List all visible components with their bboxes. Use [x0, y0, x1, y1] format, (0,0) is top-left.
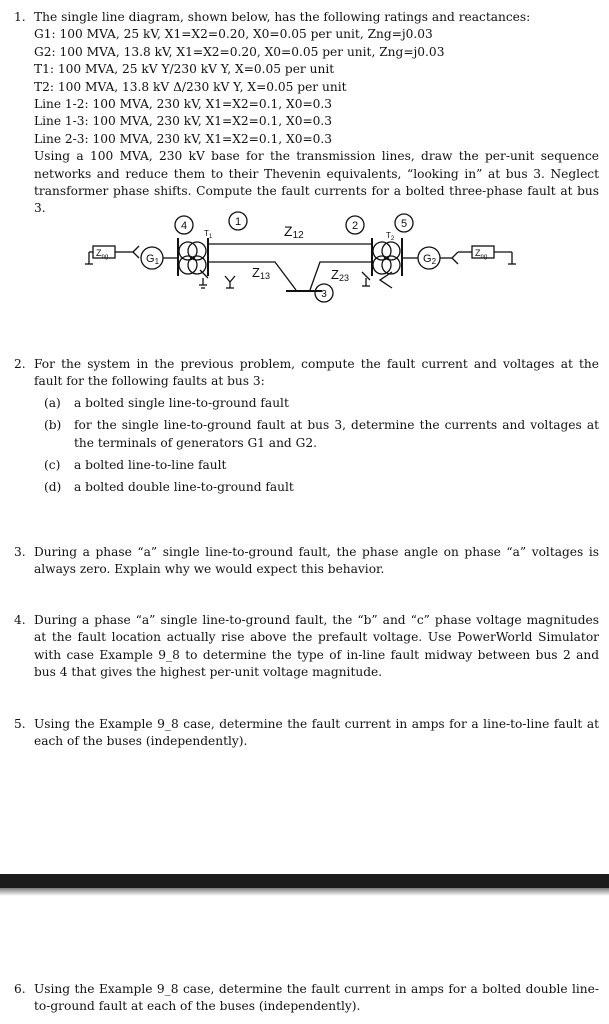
zng-left-label: $Z_{ng}$ [96, 248, 109, 260]
problem-text: Using the Example 9_8 case, determine the fault current in amps for a bolted double line-to-ground fault at each of the buses (independently). [34, 982, 599, 1014]
bus-5-label: 5 [400, 218, 408, 230]
problem-number: 1. [14, 10, 26, 24]
problem-text: During a phase “a” single line-to-ground fault, the “b” and “c” phase voltage magnitudes at the fault location actually rise above the prefault voltage. Use PowerWorld Simulator with case Example 9_8 to determine the type of in-line fault midway between bus 2 and bus 4 that gives the highest per-unit voltage magnitude. [34, 613, 599, 680]
t2-label: $T_2$ [386, 231, 395, 242]
rating-g1: G1: 100 MVA, 25 kV, X1=X2=0.20, X0=0.05 per unit, Zng=j0.03 [34, 27, 433, 42]
problem-4 [14, 612, 599, 682]
t1-label: $T_1$ [204, 229, 213, 240]
g1-wye-symbol [126, 246, 139, 258]
rating-line-2-3: Line 2-3: 100 MVA, 230 kV, X1=X2=0.1, X0=0.3 [34, 131, 333, 146]
problem-text: Using the Example 9_8 case, determine the fault current in amps for a line-to-line fault at each of the buses (independently). [34, 717, 599, 749]
problem-number: 4. [14, 613, 26, 627]
transformer-t2-symbol [373, 242, 400, 274]
page-divider [0, 874, 609, 888]
subquestion-a: (a) a bolted single line-to-ground fault [44, 395, 289, 410]
subquestion-c: (c) a bolted line-to-line fault [44, 458, 227, 473]
subquestion-b: (b) for the single line-to-ground fault at bus 3, determine the currents and voltages at the terminals of generators G1 and G2. [44, 418, 599, 450]
problem-3 [14, 544, 599, 579]
t1-grounding [199, 270, 235, 288]
t2-grounding [362, 272, 392, 288]
problem-number: 5. [14, 717, 26, 731]
rating-line-1-3: Line 1-3: 100 MVA, 230 kV, X1=X2=0.1, X0=0.3 [34, 114, 333, 129]
problem-number: 6. [14, 982, 26, 996]
problem-text: For the system in the previous problem, compute the fault current and voltages at the fault for the following faults at bus 3: [34, 357, 599, 389]
z12-label: Z12 [284, 223, 304, 241]
single-line-diagram [70, 206, 530, 306]
bus-2-label: 2 [351, 220, 359, 232]
g2-wye-symbol [440, 252, 458, 264]
problem-1 [14, 9, 599, 218]
rating-t2: T2: 100 MVA, 13.8 kV Δ/230 kV Y, X=0.05 per unit [34, 79, 347, 94]
problem-6 [14, 981, 599, 1016]
transformer-t1-symbol [179, 242, 206, 274]
rating-line-1-2: Line 1-2: 100 MVA, 230 kV, X1=X2=0.1, X0=0.3 [34, 97, 333, 112]
g1-label: G1 [146, 253, 160, 266]
bus-3-label: 3 [321, 289, 327, 300]
problem-number: 3. [14, 545, 26, 559]
z23-label: Z23 [331, 267, 349, 283]
rating-g2: G2: 100 MVA, 13.8 kV, X1=X2=0.20, X0=0.05 per unit, Zng=j0.03 [34, 44, 445, 59]
g2-label: G2 [423, 253, 437, 266]
problem-2 [14, 356, 599, 502]
problem-text: During a phase “a” single line-to-ground fault, the phase angle on phase “a” voltages is always zero. Explain why we would expect this behavior. [34, 545, 599, 577]
bus-4-label: 4 [180, 220, 188, 232]
problem-number: 2. [14, 357, 26, 371]
problem-intro: The single line diagram, shown below, has the following ratings and reactances: [34, 10, 531, 24]
rating-t1: T1: 100 MVA, 25 kV Y/230 kV Y, X=0.05 per unit [34, 62, 335, 77]
problem-5 [14, 716, 599, 751]
problem-task: Using a 100 MVA, 230 kV base for the transmission lines, draw the per-unit sequence networks and reduce them to their Thevenin equivalents, “looking in” at bus 3. Neglect transformer phase shifts. Compute the fault currents for a bolted three-phase fault at bus 3. [34, 149, 599, 216]
subquestion-d: (d) a bolted double line-to-ground fault [44, 480, 294, 495]
bus-1-label: 1 [234, 216, 242, 228]
z13-label: Z13 [252, 265, 270, 281]
page-divider-shadow [0, 888, 609, 896]
zng-right-label: $Z_{ng}$ [475, 248, 488, 260]
